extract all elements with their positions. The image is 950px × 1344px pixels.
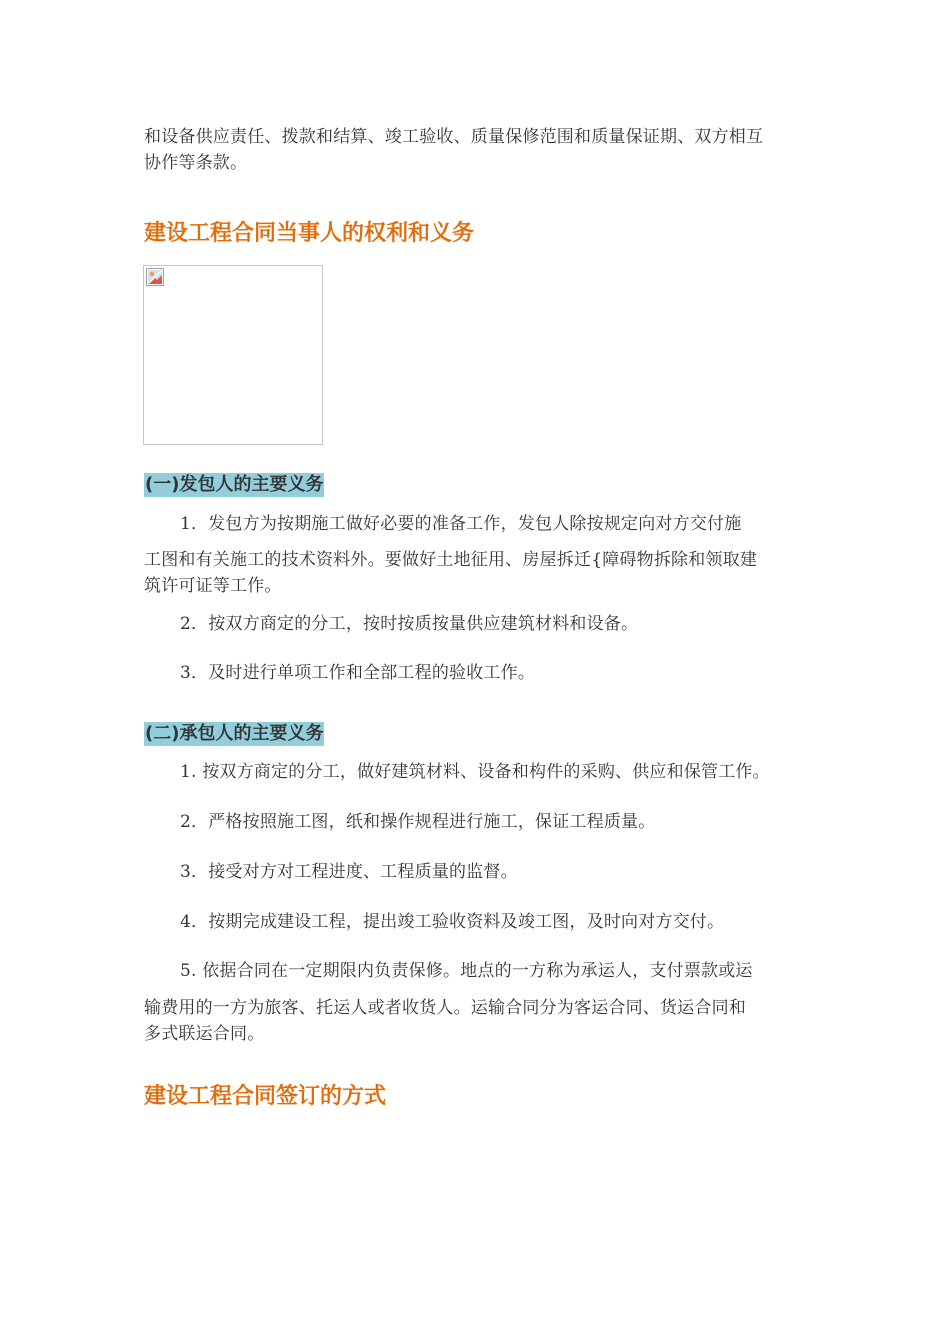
contractor-item-5-line-2: 输费用的一方为旅客、托运人或者收货人。运输合同分为客运合同、货运合同和 — [144, 998, 746, 1018]
contractor-item-4: 4．按期完成建设工程，提出竣工验收资料及竣工图，及时向对方交付。 — [180, 912, 725, 932]
subheading-employer-obligations: (一)发包人的主要义务 — [145, 474, 324, 495]
employer-item-2: 2．按双方商定的分工，按时按质按量供应建筑材料和设备。 — [180, 614, 639, 634]
contractor-item-5-line-3: 多式联运合同。 — [144, 1024, 265, 1044]
employer-item-1-line-3: 筑许可证等工作。 — [144, 576, 282, 596]
contractor-item-1: 1. 按双方商定的分工，做好建筑材料、设备和构件的采购、供应和保管工作。 — [180, 762, 770, 782]
subheading-contractor-obligations: (二)承包人的主要义务 — [145, 723, 324, 744]
broken-image-icon — [146, 268, 164, 286]
intro-line-1: 和设备供应责任、拨款和结算、竣工验收、质量保修范围和质量保证期、双方相互 — [144, 127, 764, 147]
employer-item-3: 3．及时进行单项工作和全部工程的验收工作。 — [180, 663, 536, 683]
section-heading-signing-methods: 建设工程合同签订的方式 — [144, 1084, 387, 1109]
contractor-item-3: 3．接受对方对工程进度、工程质量的监督。 — [180, 862, 518, 882]
intro-line-2: 协作等条款。 — [144, 153, 248, 173]
contractor-item-2: 2．严格按照施工图，纸和操作规程进行施工，保证工程质量。 — [180, 812, 656, 832]
employer-item-1-line-1: 1．发包方为按期施工做好必要的准备工作，发包人除按规定向对方交付施 — [180, 514, 742, 534]
employer-item-1-line-2: 工图和有关施工的技术资料外。要做好土地征用、房屋拆迁{障碍物拆除和领取建 — [144, 550, 758, 570]
image-placeholder — [143, 265, 323, 445]
contractor-item-5-line-1: 5. 依据合同在一定期限内负责保修。地点的一方称为承运人，支付票款或运 — [180, 961, 753, 981]
section-heading-rights-obligations: 建设工程合同当事人的权利和义务 — [144, 221, 475, 246]
